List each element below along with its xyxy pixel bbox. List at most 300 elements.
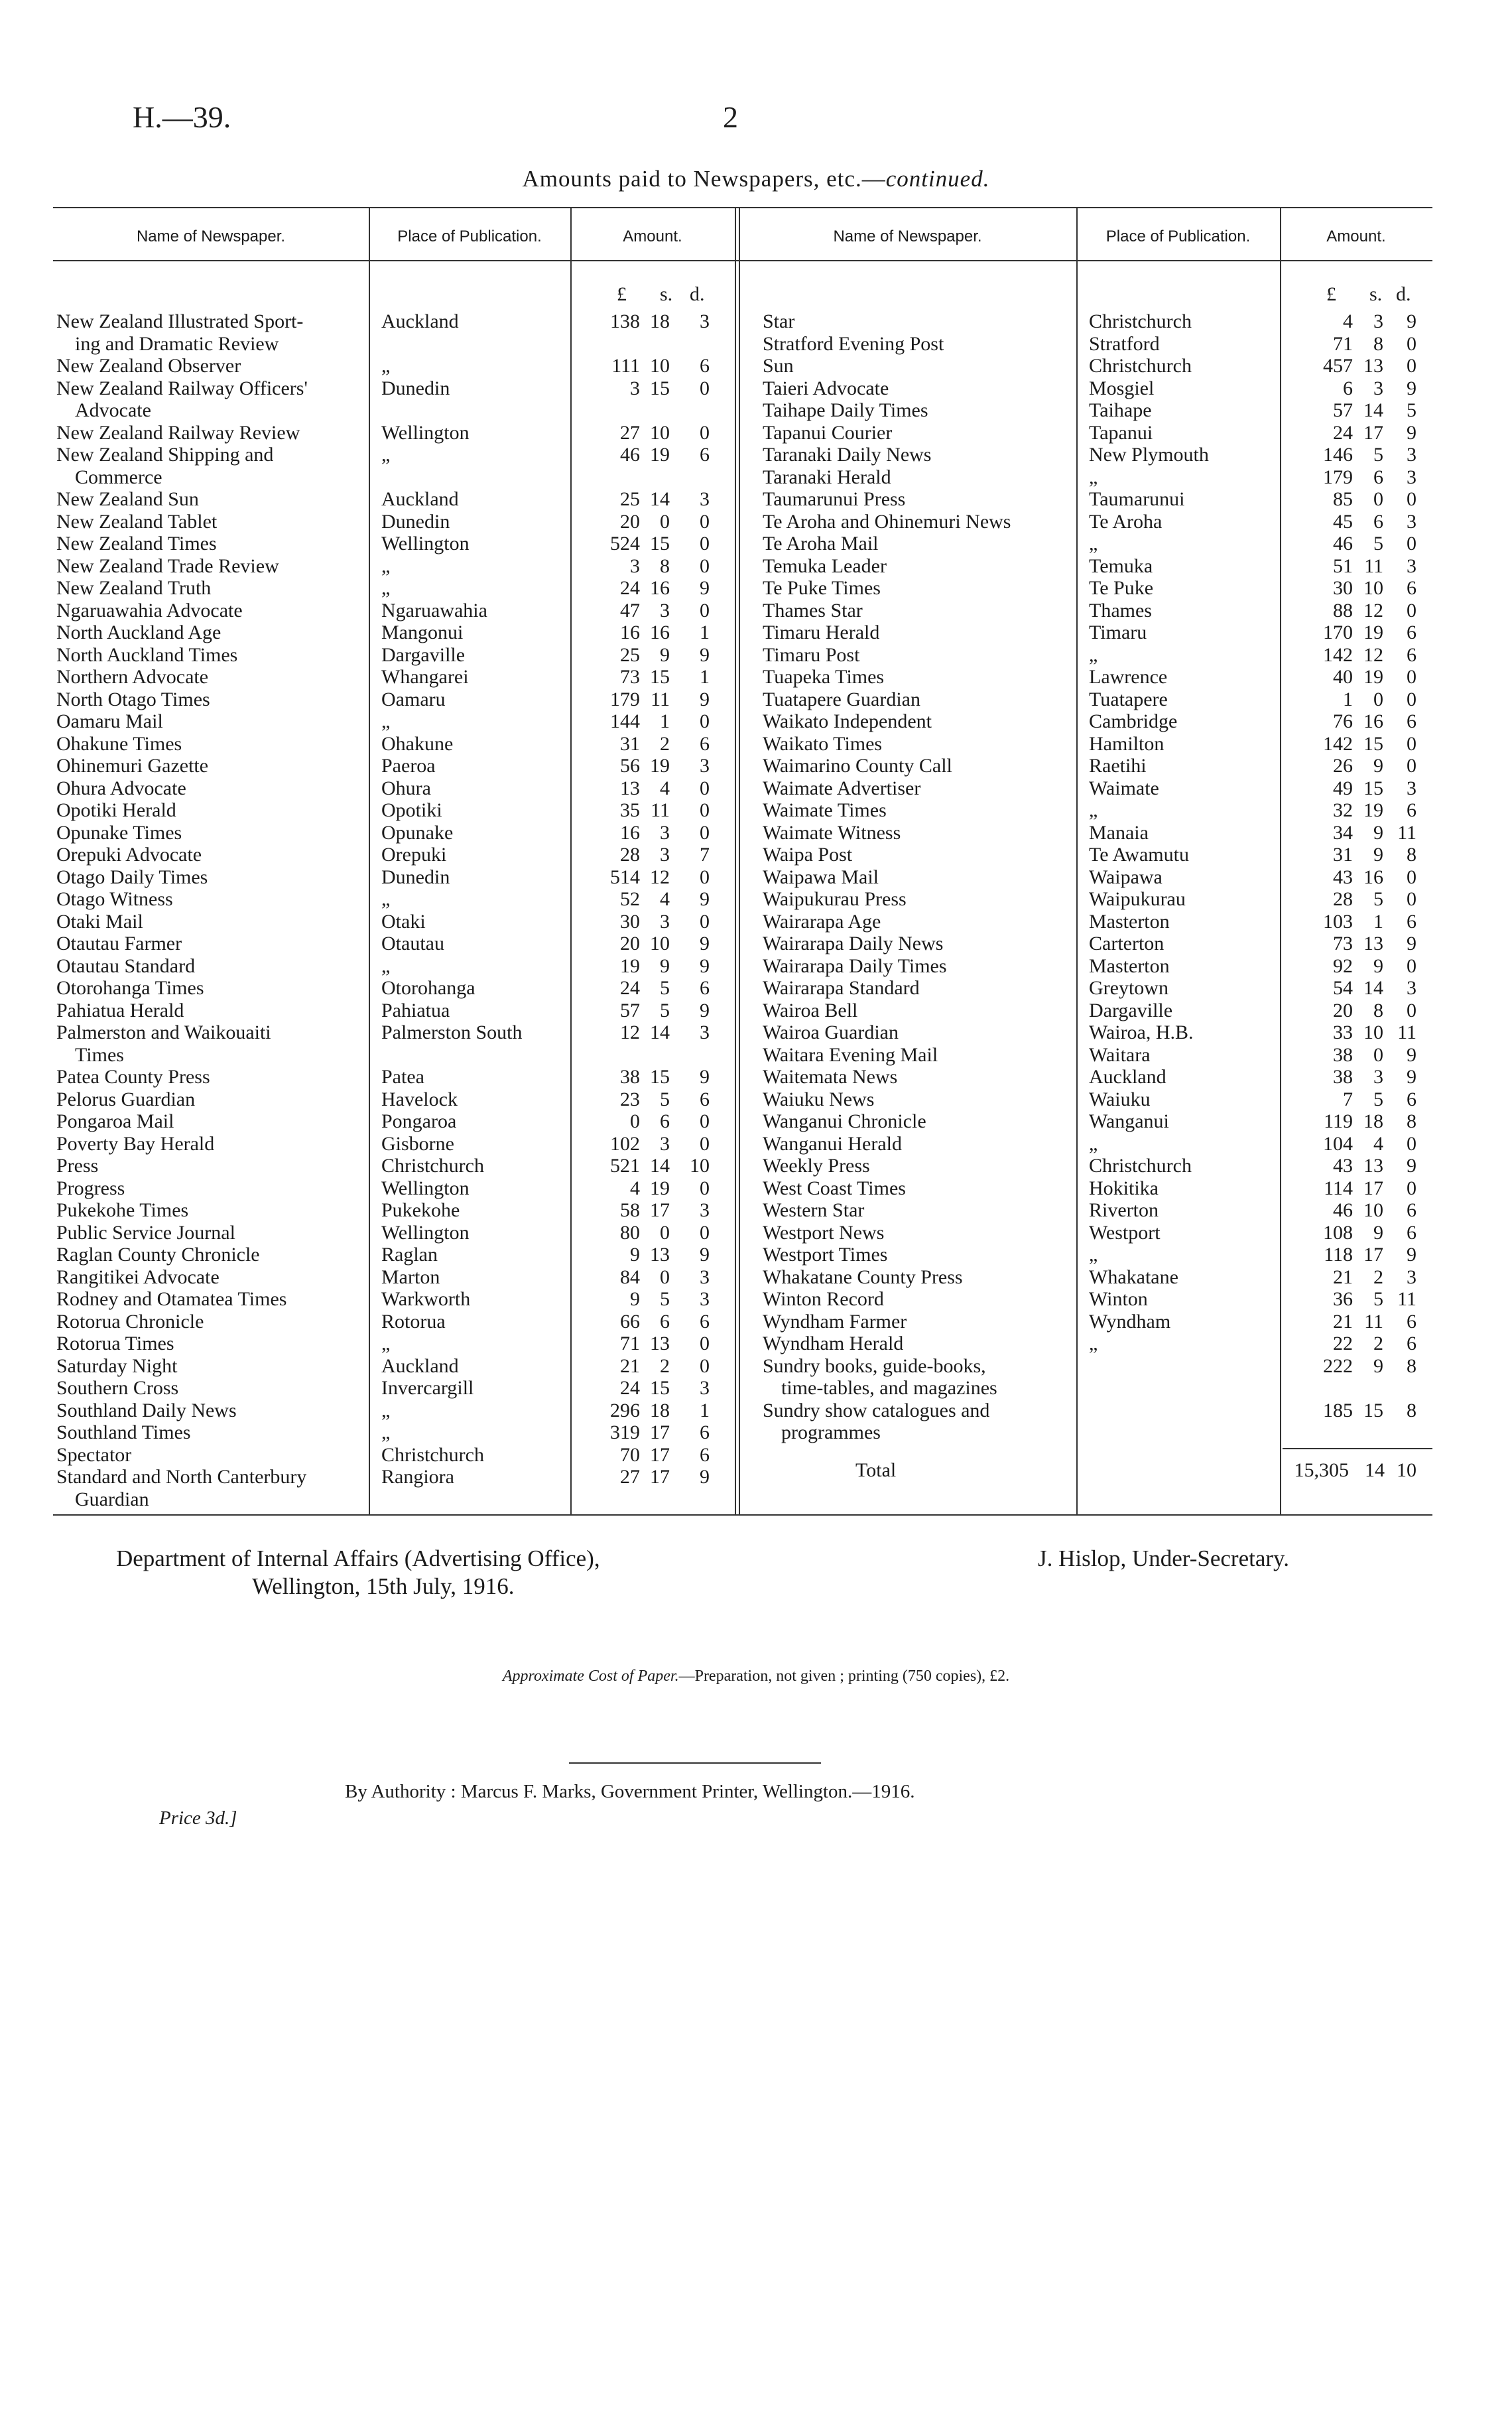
- newspaper-name: Waimarino County Call: [763, 755, 952, 777]
- amount-pounds: 85: [1333, 488, 1353, 510]
- amount-pounds: 76: [1333, 710, 1353, 732]
- amount-pence: 11: [1397, 821, 1417, 844]
- amount-pence: 9: [1407, 1066, 1417, 1088]
- amount-pounds: 52: [620, 888, 640, 910]
- amount-shillings: 19: [1363, 666, 1383, 688]
- place-of-publication: Pahiatua: [381, 999, 450, 1021]
- place-of-publication: Oamaru: [381, 688, 446, 710]
- newspaper-name: Taranaki Herald: [763, 466, 891, 488]
- place-of-publication: „: [381, 1421, 391, 1443]
- amount-shillings: 12: [650, 866, 670, 888]
- amount-pence: 1: [700, 666, 710, 688]
- amount-pence: 6: [700, 732, 710, 755]
- amount-pence: 0: [1407, 888, 1417, 910]
- place-of-publication: Westport: [1089, 1221, 1161, 1244]
- amount-pence: 9: [700, 1244, 710, 1266]
- amount-pence: 0: [1407, 1132, 1417, 1155]
- amount-pounds: 57: [620, 999, 640, 1021]
- amount-pounds: 0: [630, 1110, 640, 1132]
- place-of-publication: Te Aroha: [1089, 510, 1163, 533]
- amount-shillings: 19: [650, 444, 670, 466]
- header-amount-right: Amount.: [1326, 228, 1386, 245]
- newspaper-name: New Zealand Truth: [56, 577, 212, 599]
- amount-shillings: 17: [650, 1443, 670, 1466]
- unit-pence-left: d.: [690, 283, 705, 305]
- place-of-publication: Christchurch: [1089, 310, 1192, 332]
- place-of-publication: Carterton: [1089, 933, 1165, 954]
- total-rule: [1283, 1448, 1432, 1449]
- place-of-publication: „: [381, 888, 391, 910]
- newspaper-name: Tuapeka Times: [763, 666, 885, 688]
- amount-pounds: 144: [610, 710, 640, 732]
- amount-pounds: 111: [611, 355, 640, 377]
- place-of-publication: „: [1089, 533, 1098, 555]
- amount-shillings: 10: [1363, 1199, 1383, 1221]
- amount-pence: 3: [1407, 977, 1417, 999]
- amount-shillings: 3: [660, 1132, 670, 1155]
- amount-pence: 9: [1407, 1043, 1417, 1066]
- place-of-publication: Waipawa: [1089, 866, 1163, 888]
- newspaper-name: Patea County Press: [56, 1066, 210, 1088]
- amount-shillings: 18: [650, 310, 670, 332]
- amount-shillings: 14: [650, 1155, 670, 1177]
- amount-pounds: 26: [1333, 755, 1353, 777]
- newspaper-name: Star: [763, 310, 795, 332]
- amount-shillings: 19: [1363, 622, 1383, 643]
- amount-shillings: 17: [1363, 1244, 1383, 1266]
- amount-pence: 9: [1407, 1244, 1417, 1266]
- amount-pounds: 31: [620, 732, 640, 755]
- amount-pounds: 118: [1324, 1244, 1353, 1266]
- amount-pounds: 21: [620, 1354, 640, 1377]
- amount-pence: 9: [1407, 377, 1417, 399]
- amount-pence: 0: [1407, 599, 1417, 622]
- newspaper-name: New Zealand Sun: [56, 488, 199, 510]
- amount-pence: 0: [700, 1221, 710, 1244]
- place-of-publication: Pongaroa: [381, 1110, 457, 1132]
- cost-label: Approximate Cost of Paper.: [502, 1668, 679, 1685]
- newspaper-name: Pongaroa Mail: [56, 1110, 174, 1132]
- newspaper-name: Sundry show catalogues and: [763, 1399, 990, 1421]
- place-of-publication: Auckland: [381, 1354, 459, 1377]
- newspaper-name: Southland Daily News: [56, 1399, 237, 1421]
- amount-shillings: 14: [1363, 977, 1383, 999]
- newspaper-name: Thames Star: [763, 599, 863, 622]
- place-of-publication: Rangiora: [381, 1466, 454, 1488]
- amount-pounds: 146: [1323, 444, 1353, 466]
- amount-pounds: 49: [1333, 777, 1353, 799]
- amount-pence: 0: [700, 1354, 710, 1377]
- amount-pence: 6: [700, 1421, 710, 1443]
- amount-pounds: 1: [1343, 688, 1353, 710]
- newspaper-name: North Auckland Age: [56, 622, 221, 643]
- place-of-publication: Warkworth: [381, 1288, 471, 1310]
- newspaper-name-cont: time-tables, and magazines: [781, 1377, 997, 1399]
- total-shillings: 14: [1365, 1459, 1385, 1481]
- newspaper-name: Wanganui Chronicle: [763, 1110, 926, 1132]
- amount-pounds: 80: [620, 1221, 640, 1244]
- amount-pounds: 45: [1333, 510, 1353, 533]
- amount-pounds: 46: [1333, 1199, 1353, 1221]
- newspaper-name: Wairarapa Age: [763, 910, 881, 933]
- place-of-publication: Waipukurau: [1089, 888, 1186, 910]
- place-of-publication: Otaki: [381, 910, 426, 933]
- place-of-publication: Patea: [381, 1066, 424, 1088]
- amount-shillings: 11: [1364, 555, 1383, 577]
- amount-shillings: 2: [1373, 1266, 1383, 1288]
- amount-pounds: 54: [1333, 977, 1353, 999]
- amount-shillings: 17: [1363, 421, 1383, 444]
- amount-shillings: 4: [1373, 1132, 1383, 1155]
- newspaper-name: Waimate Witness: [763, 821, 901, 844]
- newspaper-name: Taihape Daily Times: [763, 399, 928, 421]
- table-top-rule: [53, 207, 1432, 208]
- place-of-publication: Wellington: [381, 1177, 470, 1199]
- place-of-publication: Tuatapere: [1089, 688, 1168, 710]
- place-of-publication: „: [1089, 1333, 1098, 1354]
- newspaper-name: Waitara Evening Mail: [763, 1043, 938, 1066]
- newspaper-name: Te Puke Times: [763, 577, 881, 599]
- newspaper-name: Waipa Post: [763, 844, 853, 866]
- place-of-publication: Taumarunui: [1089, 488, 1185, 510]
- amount-pounds: 47: [620, 599, 640, 622]
- amount-shillings: 9: [1373, 821, 1383, 844]
- amount-pence: 9: [1407, 310, 1417, 332]
- header-name-right: Name of Newspaper.: [833, 228, 982, 245]
- newspaper-name: Saturday Night: [56, 1354, 178, 1377]
- amount-pounds: 3: [630, 555, 640, 577]
- amount-shillings: 6: [660, 1110, 670, 1132]
- amount-pence: 3: [1407, 555, 1417, 577]
- place-of-publication: Hamilton: [1089, 732, 1165, 755]
- place-of-publication: Wellington: [381, 533, 470, 555]
- amount-shillings: 14: [650, 488, 670, 510]
- place-of-publication: Ngaruawahia: [381, 599, 487, 622]
- amount-pounds: 21: [1333, 1310, 1353, 1333]
- amount-pounds: 92: [1333, 954, 1353, 977]
- amount-shillings: 18: [1363, 1110, 1383, 1132]
- place-of-publication: „: [381, 555, 391, 577]
- amount-pence: 6: [1407, 799, 1417, 821]
- place-of-publication: „: [381, 1333, 391, 1354]
- col-divider-3: [735, 207, 736, 1515]
- amount-shillings: 16: [650, 577, 670, 599]
- amount-shillings: 17: [650, 1421, 670, 1443]
- newspaper-name: Waipukurau Press: [763, 888, 907, 910]
- amount-pence: 9: [1407, 421, 1417, 444]
- amount-pounds: 6: [1343, 377, 1353, 399]
- amount-pence: 6: [1407, 710, 1417, 732]
- place-of-publication: Lawrence: [1089, 666, 1168, 688]
- amount-pounds: 25: [620, 488, 640, 510]
- amount-pounds: 51: [1333, 555, 1353, 577]
- place-of-publication: Ohura: [381, 777, 431, 799]
- amount-pounds: 73: [620, 666, 640, 688]
- place-of-publication: Te Awamutu: [1089, 844, 1189, 866]
- newspaper-name: Westport News: [763, 1221, 885, 1244]
- amount-pence: 9: [700, 954, 710, 977]
- amount-shillings: 3: [660, 821, 670, 844]
- newspaper-name: New Zealand Railway Review: [56, 421, 300, 444]
- place-of-publication: Christchurch: [1089, 355, 1192, 377]
- place-of-publication: Whangarei: [381, 666, 469, 688]
- department-line-1: Department of Internal Affairs (Advertising Office),: [116, 1545, 600, 1571]
- amount-pounds: 21: [1333, 1266, 1353, 1288]
- header-name-left: Name of Newspaper.: [136, 228, 286, 245]
- amount-pence: 9: [700, 643, 710, 666]
- amount-shillings: 1: [660, 710, 670, 732]
- amount-pounds: 222: [1323, 1354, 1353, 1377]
- amount-pounds: 35: [620, 799, 640, 821]
- total-pence: 10: [1397, 1459, 1417, 1481]
- amount-pounds: 9: [630, 1244, 640, 1266]
- place-of-publication: Christchurch: [381, 1155, 484, 1177]
- amount-pence: 11: [1397, 1288, 1417, 1310]
- place-of-publication: Masterton: [1089, 910, 1170, 933]
- col-divider-5: [1280, 207, 1281, 1515]
- newspaper-name: Wyndham Farmer: [763, 1310, 907, 1333]
- amount-pence: 3: [700, 488, 710, 510]
- amount-pence: 0: [700, 555, 710, 577]
- amount-pounds: 31: [1333, 844, 1353, 866]
- newspaper-name-cont: Guardian: [75, 1488, 149, 1510]
- place-of-publication: Waiuku: [1089, 1088, 1151, 1110]
- total-row: [855, 1459, 896, 1481]
- amount-pence: 0: [700, 1132, 710, 1155]
- newspaper-name: Standard and North Canterbury: [56, 1466, 307, 1488]
- amount-pence: 0: [700, 1110, 710, 1132]
- amount-shillings: 11: [651, 688, 670, 710]
- amount-shillings: 16: [1363, 866, 1383, 888]
- amount-shillings: 3: [660, 910, 670, 933]
- printer-imprint: By Authority : Marcus F. Marks, Government Printer, Wellington.—1916.: [345, 1781, 915, 1802]
- amount-pence: 0: [1407, 999, 1417, 1021]
- amount-shillings: 9: [1373, 1354, 1383, 1377]
- amount-pounds: 22: [1333, 1333, 1353, 1354]
- amount-pence: 0: [700, 510, 710, 533]
- amount-shillings: 0: [660, 510, 670, 533]
- place-of-publication: Invercargill: [381, 1377, 474, 1399]
- newspaper-name: Sun: [763, 355, 794, 377]
- place-of-publication: Paeroa: [381, 755, 436, 777]
- amount-pounds: 16: [620, 622, 640, 643]
- amount-pounds: 58: [620, 1199, 640, 1221]
- amount-pounds: 32: [1333, 799, 1353, 821]
- total-pounds: 15,305: [1294, 1459, 1349, 1481]
- amount-pence: 9: [1407, 933, 1417, 954]
- amount-pence: 1: [700, 1399, 710, 1421]
- amount-pence: 0: [1407, 755, 1417, 777]
- amount-pounds: 114: [1324, 1177, 1353, 1199]
- amount-pounds: 12: [620, 1021, 640, 1043]
- newspaper-name: Winton Record: [763, 1288, 884, 1310]
- amount-shillings: 13: [650, 1333, 670, 1354]
- amount-pence: 0: [1407, 866, 1417, 888]
- place-of-publication: Auckland: [1089, 1066, 1166, 1088]
- page-number: 2: [723, 100, 738, 134]
- col-divider-1: [369, 207, 370, 1515]
- place-of-publication: New Plymouth: [1089, 444, 1209, 466]
- amount-pounds: 457: [1323, 355, 1353, 377]
- newspaper-name: Opotiki Herald: [56, 799, 176, 821]
- amount-shillings: 11: [1364, 1310, 1383, 1333]
- newspaper-name: Te Aroha and Ohinemuri News: [763, 510, 1011, 533]
- amount-pounds: 7: [1343, 1088, 1353, 1110]
- amount-shillings: 13: [1363, 933, 1383, 954]
- amount-shillings: 6: [660, 1310, 670, 1333]
- amount-pounds: 38: [1333, 1066, 1353, 1088]
- newspaper-name: New Zealand Tablet: [56, 510, 218, 533]
- place-of-publication: Temuka: [1089, 555, 1153, 577]
- amount-shillings: 6: [1373, 466, 1383, 488]
- amount-shillings: 5: [1373, 888, 1383, 910]
- amount-pounds: 66: [620, 1310, 640, 1333]
- amount-shillings: 2: [660, 1354, 670, 1377]
- amount-pence: 9: [700, 1066, 710, 1088]
- amount-pounds: 34: [1333, 821, 1353, 844]
- amount-shillings: 10: [1363, 577, 1383, 599]
- place-of-publication: Stratford: [1089, 332, 1160, 355]
- document-id: H.—39.: [133, 100, 231, 134]
- amount-pounds: 108: [1323, 1221, 1353, 1244]
- newspaper-name: Waipawa Mail: [763, 866, 879, 888]
- unit-pence-right: d.: [1396, 283, 1411, 305]
- newspaper-name-cont: programmes: [781, 1421, 881, 1443]
- amount-pence: 9: [700, 577, 710, 599]
- newspaper-name: Ohakune Times: [56, 732, 182, 755]
- amount-pence: 0: [700, 421, 710, 444]
- amount-pence: 6: [1407, 1199, 1417, 1221]
- newspaper-name-cont: Times: [75, 1043, 124, 1066]
- amount-pounds: 3: [630, 377, 640, 399]
- amount-shillings: 15: [650, 533, 670, 555]
- place-of-publication: Manaia: [1089, 821, 1149, 844]
- newspaper-name: Rotorua Times: [56, 1333, 174, 1354]
- amount-pounds: 27: [620, 421, 640, 444]
- newspaper-name: Whakatane County Press: [763, 1266, 963, 1288]
- amount-pence: 6: [1407, 910, 1417, 933]
- place-of-publication: Auckland: [381, 310, 459, 332]
- amount-pounds: 521: [610, 1155, 640, 1177]
- amount-shillings: 8: [1373, 332, 1383, 355]
- newspaper-name: Waimate Advertiser: [763, 777, 921, 799]
- place-of-publication: Dunedin: [381, 377, 450, 399]
- amount-pence: 9: [700, 1466, 710, 1488]
- amount-shillings: 15: [1363, 732, 1383, 755]
- newspaper-name: Temuka Leader: [763, 555, 887, 577]
- amount-pounds: 23: [620, 1088, 640, 1110]
- newspaper-name: Poverty Bay Herald: [56, 1132, 215, 1155]
- amount-pounds: 28: [620, 844, 640, 866]
- place-of-publication: Christchurch: [381, 1443, 484, 1466]
- amount-pounds: 25: [620, 643, 640, 666]
- amount-pounds: 103: [1323, 910, 1353, 933]
- amount-pounds: 142: [1323, 643, 1353, 666]
- newspaper-name: Westport Times: [763, 1244, 888, 1266]
- col-divider-3b: [739, 207, 740, 1515]
- newspaper-name: Spectator: [56, 1443, 132, 1466]
- amount-pence: 9: [1407, 1155, 1417, 1177]
- place-of-publication: Wyndham: [1089, 1310, 1171, 1333]
- amount-shillings: 3: [660, 599, 670, 622]
- amount-pounds: 20: [620, 933, 640, 954]
- title-main: Amounts paid to Newspapers, etc.—: [522, 166, 886, 192]
- amount-shillings: 0: [660, 1266, 670, 1288]
- newspaper-name: Wairoa Bell: [763, 999, 858, 1021]
- amount-shillings: 0: [1373, 688, 1383, 710]
- newspaper-name: Ngaruawahia Advocate: [56, 599, 243, 622]
- amount-shillings: 18: [650, 1399, 670, 1421]
- newspaper-name: Western Star: [763, 1199, 865, 1221]
- newspaper-name: Ohura Advocate: [56, 777, 186, 799]
- amount-pounds: 319: [610, 1421, 640, 1443]
- place-of-publication: Otautau: [381, 933, 444, 954]
- amount-pounds: 179: [610, 688, 640, 710]
- place-of-publication: Waimate: [1089, 777, 1159, 799]
- amount-shillings: 13: [1363, 355, 1383, 377]
- amount-shillings: 15: [650, 1066, 670, 1088]
- amount-shillings: 15: [1363, 777, 1383, 799]
- place-of-publication: Opunake: [381, 821, 454, 844]
- amount-shillings: 15: [650, 666, 670, 688]
- amount-pence: 6: [1407, 1221, 1417, 1244]
- newspaper-name: Tuatapere Guardian: [763, 688, 920, 710]
- amount-pence: 6: [1407, 577, 1417, 599]
- header-place-right: Place of Publication.: [1105, 228, 1251, 245]
- amount-pounds: 36: [1333, 1288, 1353, 1310]
- amount-pence: 6: [700, 1088, 710, 1110]
- amount-pence: 0: [1407, 732, 1417, 755]
- amount-pounds: 20: [1333, 999, 1353, 1021]
- place-of-publication: Marton: [381, 1266, 440, 1288]
- amount-pounds: 119: [1324, 1110, 1353, 1132]
- newspaper-name: Southern Cross: [56, 1377, 179, 1399]
- amount-shillings: 12: [1363, 599, 1383, 622]
- amount-shillings: 3: [1373, 1066, 1383, 1088]
- amount-shillings: 1: [1373, 910, 1383, 933]
- newspaper-name: Pukekohe Times: [56, 1199, 189, 1221]
- amount-pounds: 57: [1333, 399, 1353, 421]
- place-of-publication: Thames: [1089, 599, 1152, 622]
- place-of-publication: „: [1089, 1132, 1098, 1155]
- amount-pounds: 296: [610, 1399, 640, 1421]
- amount-shillings: 17: [650, 1466, 670, 1488]
- place-of-publication: „: [1089, 466, 1098, 488]
- amount-pence: 0: [1407, 355, 1417, 377]
- amount-pounds: 43: [1333, 1155, 1353, 1177]
- newspaper-name: Ohinemuri Gazette: [56, 755, 209, 777]
- amount-pounds: 4: [630, 1177, 640, 1199]
- amount-pence: 0: [1407, 688, 1417, 710]
- newspaper-name: Wanganui Herald: [763, 1132, 902, 1155]
- amount-pence: 0: [700, 866, 710, 888]
- amount-pounds: 142: [1323, 732, 1353, 755]
- newspaper-name: Sundry books, guide-books,: [763, 1354, 986, 1377]
- newspaper-name: Waimate Times: [763, 799, 887, 821]
- newspaper-name: Timaru Post: [763, 643, 860, 666]
- amount-shillings: 10: [650, 933, 670, 954]
- amount-shillings: 10: [650, 355, 670, 377]
- amount-shillings: 17: [1363, 1177, 1383, 1199]
- unit-shilling-left: s.: [660, 283, 673, 305]
- amount-shillings: 9: [1373, 954, 1383, 977]
- amount-shillings: 5: [1373, 444, 1383, 466]
- amount-pence: 3: [1407, 1266, 1417, 1288]
- newspaper-name: Otautau Standard: [56, 954, 196, 977]
- place-of-publication: Waitara: [1089, 1043, 1151, 1066]
- amount-pence: 0: [1407, 332, 1417, 355]
- amount-pounds: 19: [620, 954, 640, 977]
